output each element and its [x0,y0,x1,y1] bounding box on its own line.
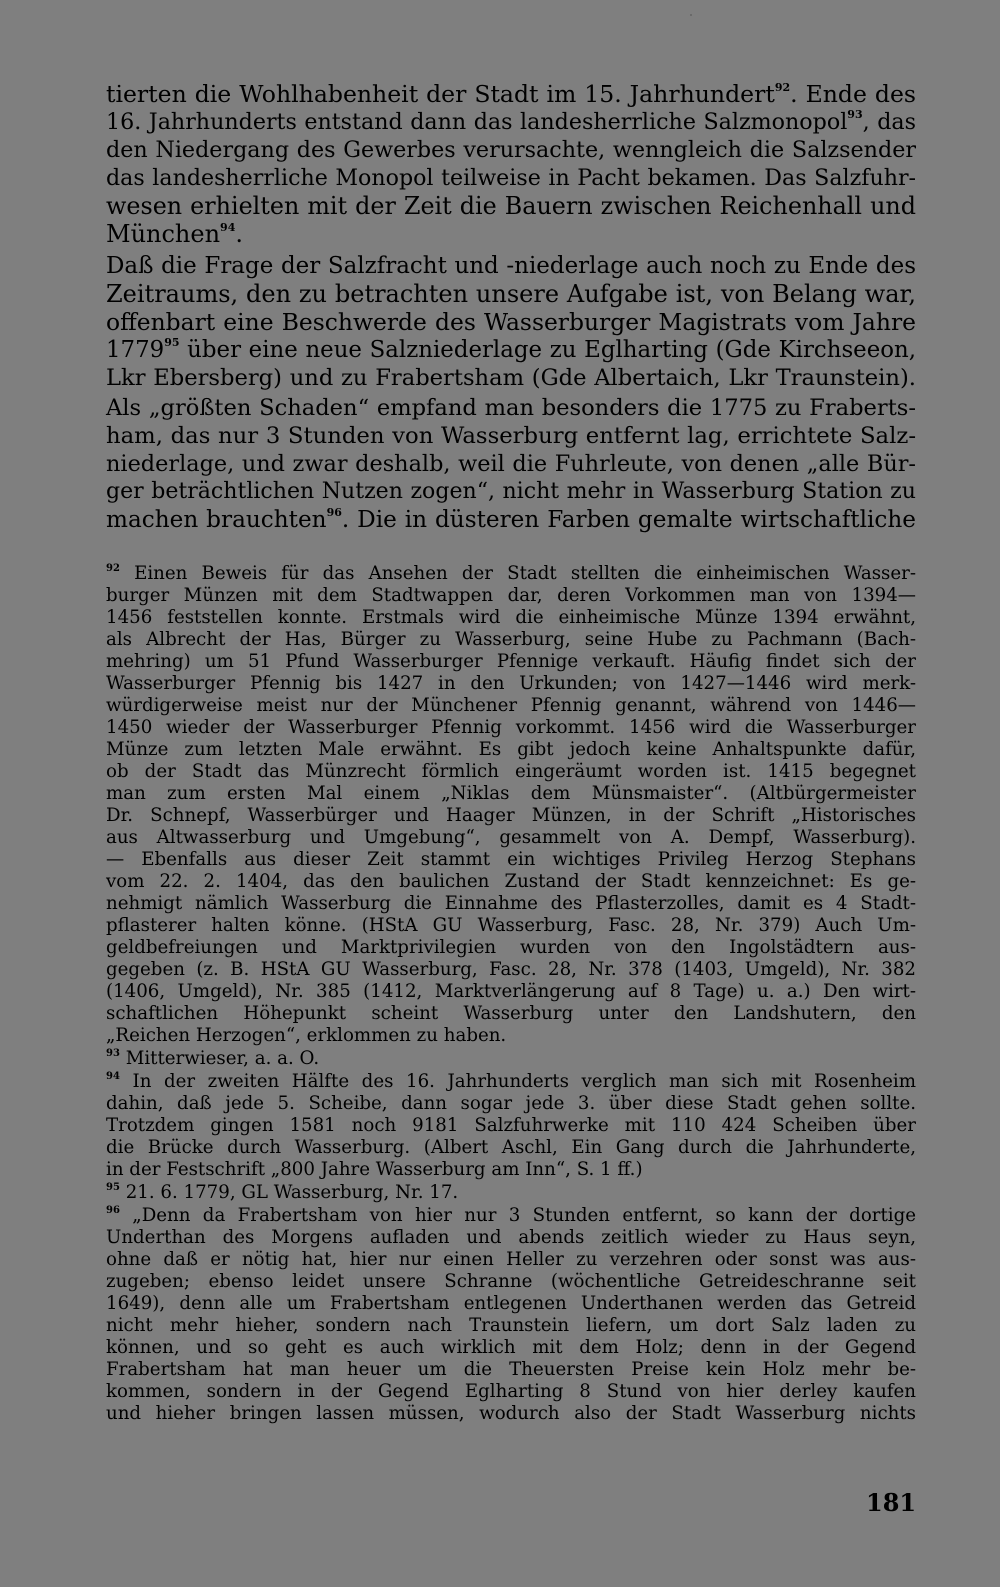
footnote-line: burger Münzen mit dem Stadtwappen dar, deren Vorkommen man von 1394— [106,585,916,606]
footnote-line: können, und so geht es auch wirklich mit dem Holz; denn in der Gegend [106,1337,916,1358]
footnote-ref: 95 [164,336,180,349]
footnote-line: Underthan des Morgens aufladen und abends zeitlich wieder zu Haus seyn, [106,1227,916,1248]
footnote-number: 93 [106,1048,120,1059]
main-line: Lkr Ebersberg) und zu Frabertsham (Gde Albertaich, Lkr Traunstein). [106,365,916,391]
main-line: ham, das nur 3 Stunden von Wasserburg entfernt lag, errichtete Salz- [106,423,916,449]
footnote-number: 92 [106,563,120,574]
main-line: 16. Jahrhunderts entstand dann das landesherrliche Salzmonopol$^{93}$, das [106,108,916,135]
footnote-line: „Reichen Herzogen“, erklommen zu haben. [106,1025,507,1046]
footnote-line: 1456 feststellen konnte. Erstmals wird die einheimische Münze 1394 erwähnt, [106,607,916,628]
footnote-line: 1649), denn alle um Frabertsham entlegenen Underthanen werden das Getreid [106,1293,916,1314]
footnote-number: 95 [106,1182,120,1193]
main-line: Als „größten Schaden“ empfand man besonders die 1775 zu Fraberts- [106,395,916,421]
footnote-line: geldbefreiungen und Marktprivilegien wurden von den Ingolstädtern aus- [106,937,916,958]
footnote-line: Frabertsham hat man heuer um die Theuersten Preise kein Holz mehr be- [106,1359,916,1380]
main-line: Zeitraums, den zu betrachten unsere Aufgabe ist, von Belang war, [106,280,916,308]
footnote-line: (1406, Umgeld), Nr. 385 (1412, Marktverlängerung auf 8 Tage) u. a.) Den wirt- [106,981,916,1002]
footnote-line: Dr. Schnepf, Wasserbürger und Haager Münzen, in der Schrift „Historisches [106,805,916,826]
footnote-ref: 96 [326,506,342,519]
main-line: offenbart eine Beschwerde des Wasserburger Magistrats vom Jahre [106,308,916,336]
footnote-ref: 93 [847,108,863,121]
footnote-line: Trotzdem gingen 1581 noch 9181 Salzfuhrwerke mit 110 424 Scheiben über [106,1115,916,1136]
footnote-line: die Brücke durch Wasserburg. (Albert Aschl, Ein Gang durch die Jahrhunderte, [106,1137,916,1158]
footnote-line: — Ebenfalls aus dieser Zeit stammt ein wichtiges Privileg Herzog Stephans [106,849,916,870]
main-line: das landesherrliche Monopol teilweise in Pacht bekamen. Das Salzfuhr- [106,165,916,191]
footnote-line: nicht mehr hieher, sondern nach Traunstein liefern, um dort Salz laden zu [106,1315,916,1336]
main-line: den Niedergang des Gewerbes verursachte, wenngleich die Salzsender [106,137,916,163]
main-line: Daß die Frage der Salzfracht und -niederlage auch noch zu Ende des [106,253,916,279]
footnote-line: schaftlichen Höhepunkt scheint Wasserburg unter den Landshutern, den [106,1003,916,1024]
footnote-line: aus Altwasserburg und Umgebung“, gesammelt von A. Dempf, Wasserburg). [106,827,916,848]
footnote-line: nehmigt nämlich Wasserburg die Einnahme des Pflasterzolles, damit es 4 Stadt- [106,893,916,914]
main-line: tierten die Wohlhabenheit der Stadt im 15. Jahrhundert$^{92}$. Ende des [106,80,916,108]
footnote-line: $^{94}$ In der zweiten Hälfte des 16. Jahrhunderts verglich man sich mit Rosenheim [106,1071,916,1092]
footnote-line: $^{93}$ Mitterwieser, a. a. O. [106,1048,320,1069]
footnote-line: mehring) um 51 Pfund Wasserburger Pfennige verkauft. Häufig findet sich der [106,651,916,672]
footnote-line: zugeben; ebenso leidet unsere Schranne (wöchentliche Getreideschranne seit [106,1271,916,1292]
footnote-number: 96 [106,1205,120,1216]
footnote-line: dahin, daß jede 5. Scheibe, dann sogar jede 3. über diese Stadt gehen sollte. [106,1093,916,1114]
main-line: niederlage, und zwar deshalb, weil die Fuhrleute, von denen „alle Bür- [106,451,916,477]
main-line: machen brauchten$^{96}$. Die in düsteren Farben gemalte wirtschaftliche [106,506,916,533]
footnote-ref: 92 [774,81,791,94]
footnote-number: 94 [106,1071,120,1082]
footnote-line: ohne daß er nötig hat, hier nur einen Heller zu verzehren oder sonst was aus- [106,1249,916,1270]
main-line: München$^{94}$. [106,220,243,248]
main-line: 1779$^{95}$ über eine neue Salzniederlage zu Eglharting (Gde Kirchseeon, [106,336,916,363]
footnote-line: in der Festschrift „800 Jahre Wasserburg am Inn“, S. 1 ff.) [106,1159,643,1180]
footnote-line: würdigerweise meist nur der Münchener Pfennig genannt, während von 1446— [106,695,916,716]
footnote-line: $^{92}$ Einen Beweis für das Ansehen der Stadt stellten die einheimischen Wasser- [106,563,916,584]
footnote-line: $^{95}$ 21. 6. 1779, GL Wasserburg, Nr. 17. [106,1182,459,1203]
footnote-line: als Albrecht der Has, Bürger zu Wasserburg, seine Hube zu Pachmann (Bach- [106,629,916,650]
dust-speck [690,14,692,16]
footnote-ref: 94 [220,221,236,234]
footnote-line: gegeben (z. B. HStA GU Wasserburg, Fasc. 28, Nr. 378 (1403, Umgeld), Nr. 382 [106,959,916,980]
footnote-line: Wasserburger Pfennig bis 1427 in den Urkunden; von 1427—1446 wird merk- [106,673,916,694]
footnote-line: und hieher bringen lassen müssen, wodurch also der Stadt Wasserburg nichts [106,1403,916,1424]
footnote-line: pflasterer halten könne. (HStA GU Wasserburg, Fasc. 28, Nr. 379) Auch Um- [106,915,916,936]
footnote-line: ob der Stadt das Münzrecht förmlich eingeräumt worden ist. 1415 begegnet [106,761,916,782]
footnote-line: man zum ersten Mal einem „Niklas dem Münsmaister“. (Altbürgermeister [106,783,916,804]
main-line: ger beträchtlichen Nutzen zogen“, nicht mehr in Wasserburg Station zu [106,479,916,504]
footnote-line: $^{96}$ „Denn da Frabertsham von hier nur 3 Stunden entfernt, so kann der dortige [106,1205,916,1226]
page-number: 181 [866,1488,917,1517]
footnote-line: Münze zum letzten Male erwähnt. Es gibt jedoch keine Anhaltspunkte dafür, [106,739,916,760]
main-line: wesen erhielten mit der Zeit die Bauern zwischen Reichenhall und [106,192,916,220]
footnote-line: kommen, sondern in der Gegend Eglharting 8 Stund von hier derley kaufen [106,1381,916,1402]
footnote-line: vom 22. 2. 1404, das den baulichen Zustand der Stadt kennzeichnet: Es ge- [106,871,916,892]
footnote-line: 1450 wieder der Wasserburger Pfennig vorkommt. 1456 wird die Wasserburger [106,717,916,738]
